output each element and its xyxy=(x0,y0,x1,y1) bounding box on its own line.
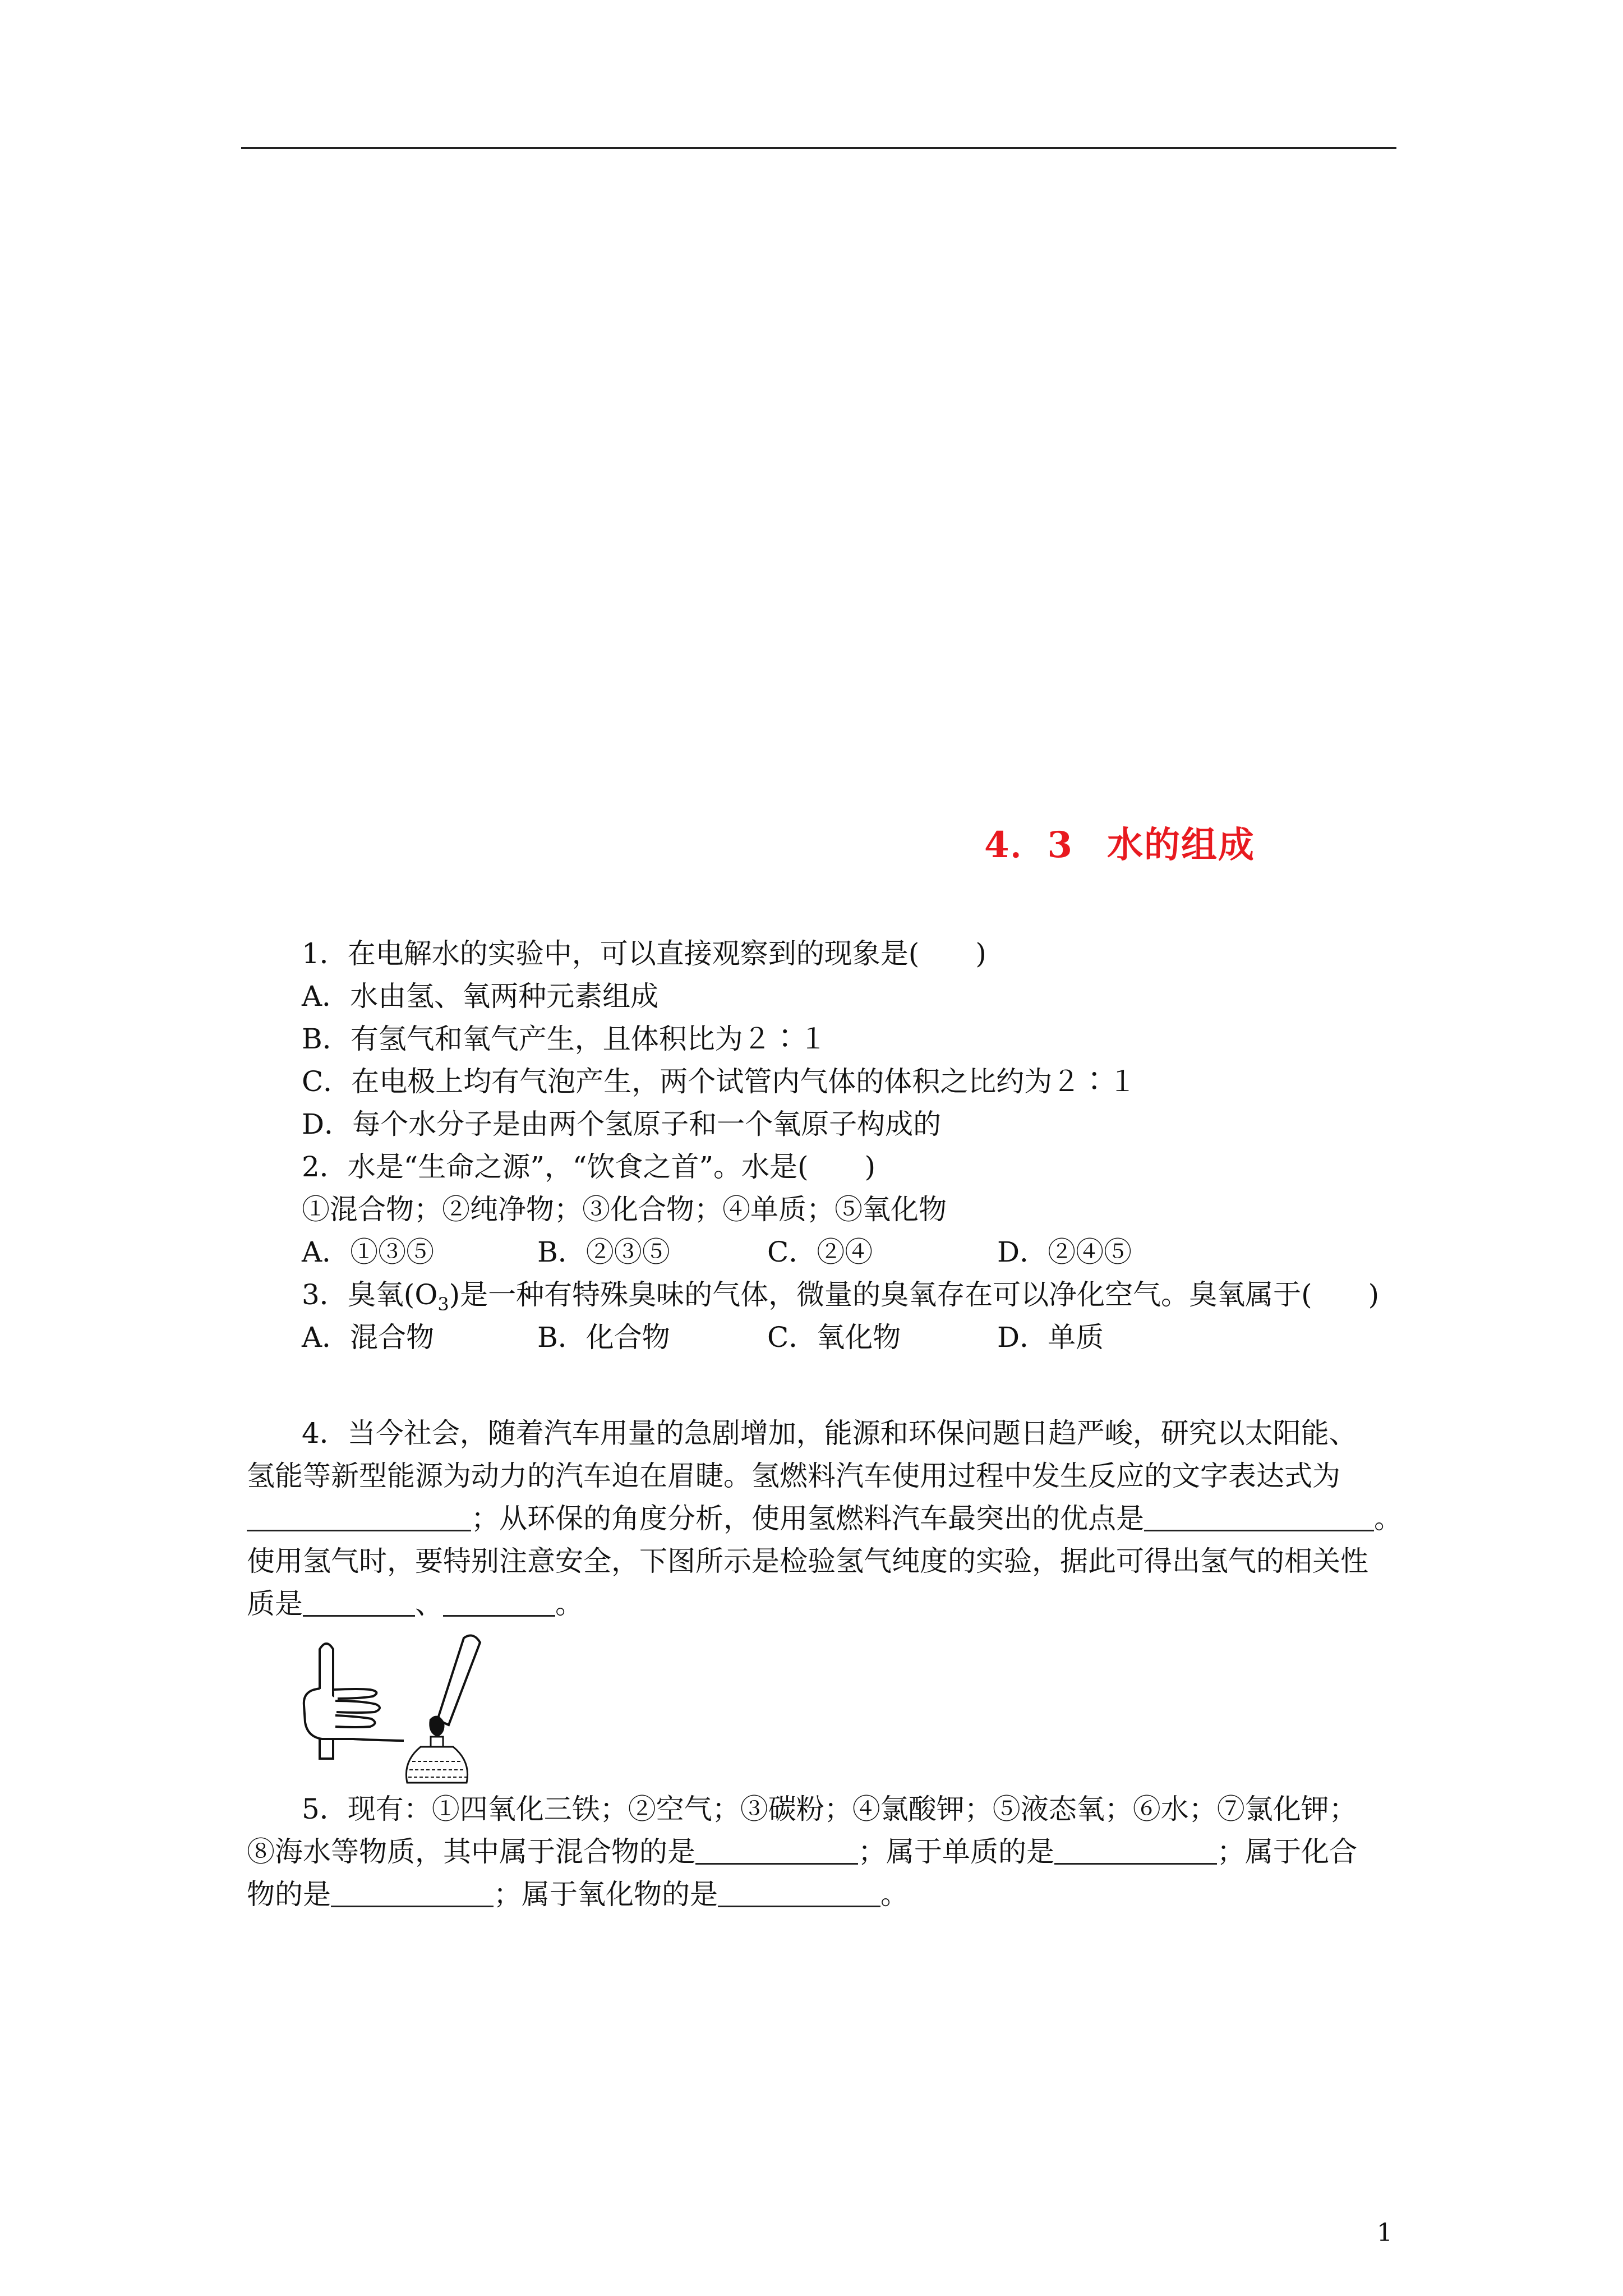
hand-icon xyxy=(304,1688,404,1741)
q3-stem xyxy=(302,1278,1379,1321)
q5-line-1: 5．现有：①四氧化三铁；②空气；③碳粉；④氯酸钾；⑤液态氧；⑥水；⑦氯化钾； xyxy=(302,1793,1357,1825)
q1-option-b: B．有氢气和氧气产生，且体积比为２∶１ xyxy=(302,1023,827,1055)
q5-blank-mixtures[interactable] xyxy=(695,1863,858,1865)
q5-line-2 xyxy=(247,1835,1357,1869)
q4-blank-expression[interactable] xyxy=(247,1530,471,1531)
q1-option-c: C．在电极上均有气泡产生，两个试管内气体的体积之比约为２∶１ xyxy=(302,1065,1137,1098)
inverted-test-tube-icon xyxy=(437,1636,480,1726)
q1-option-a: A．水由氢、氧两种元素组成 xyxy=(302,980,659,1013)
q5-line-3-start: 物的是 xyxy=(247,1878,331,1911)
q3-option-d: D．单质 xyxy=(997,1321,1104,1354)
q4-line-1: 4．当今社会，随着汽车用量的急剧增加，能源和环保问题日趋严峻，研究以太阳能、 xyxy=(302,1417,1357,1450)
q4-line-5-end: 。 xyxy=(555,1588,583,1620)
hydrogen-purity-test-figure xyxy=(297,1627,522,1795)
q4-line-2: 氢能等新型能源为动力的汽车迫在眉睫。氢燃料汽车使用过程中发生反应的文字表达式为 xyxy=(247,1460,1340,1492)
section-number: 4．3 xyxy=(984,824,1074,866)
q4-line-5-start: 质是 xyxy=(247,1588,303,1620)
q3-option-b: B．化合物 xyxy=(537,1321,670,1354)
q4-line-3 xyxy=(247,1502,1402,1535)
q4-line-3-end: 。 xyxy=(1374,1502,1402,1535)
q4-line-5-sep: 、 xyxy=(415,1588,443,1620)
q1-stem: 1．在电解水的实验中，可以直接观察到的现象是( ) xyxy=(302,937,986,970)
q5-line-2-end: ；属于化合 xyxy=(1217,1835,1357,1868)
q4-blank-property-1[interactable] xyxy=(303,1615,415,1617)
q5-blank-elements[interactable] xyxy=(1054,1863,1217,1865)
q2-option-c: C．②④ xyxy=(767,1236,873,1268)
q4-line-3-text: ；从环保的角度分析，使用氢燃料汽车最突出的优点是 xyxy=(471,1502,1144,1535)
q2-option-a: A．①③⑤ xyxy=(302,1236,435,1268)
q2-stem: 2．水是“生命之源”，“饮食之首”。水是( ) xyxy=(302,1151,876,1183)
q4-line-4: 使用氢气时，要特别注意安全，下图所示是检验氢气纯度的实验，据此可得出氢气的相关性 xyxy=(247,1545,1368,1577)
section-title xyxy=(984,816,1255,868)
q4-blank-advantage[interactable] xyxy=(1144,1530,1374,1531)
q1-option-d: D．每个水分子是由两个氢原子和一个氧原子构成的 xyxy=(302,1108,942,1140)
q4-line-5 xyxy=(247,1587,583,1621)
q4-blank-property-2[interactable] xyxy=(443,1615,555,1617)
q3-stem-end: )是一种有特殊臭味的气体，微量的臭氧存在可以净化空气。臭氧属于( ) xyxy=(449,1278,1380,1311)
q3-option-c: C．氧化物 xyxy=(767,1321,901,1354)
alcohol-lamp-icon xyxy=(406,1737,467,1783)
section-title-text: 水的组成 xyxy=(1107,824,1256,866)
q3-option-a: A．混合物 xyxy=(302,1321,435,1354)
q5-line-3 xyxy=(247,1878,909,1911)
q5-line-3-end: 。 xyxy=(880,1878,909,1911)
q3-stem-start: 3．臭氧(O xyxy=(302,1278,438,1311)
q3-subscript: 3 xyxy=(437,1294,449,1315)
q2-option-b: B．②③⑤ xyxy=(537,1236,670,1268)
q5-line-2-start: ⑧海水等物质，其中属于混合物的是 xyxy=(247,1835,695,1868)
q5-line-3-mid: ；属于氧化物的是 xyxy=(494,1878,718,1911)
q5-blank-oxides[interactable] xyxy=(718,1906,880,1907)
q5-blank-compounds[interactable] xyxy=(331,1906,494,1907)
q2-list: ①混合物；②纯净物；③化合物；④单质；⑤氧化物 xyxy=(302,1193,947,1226)
q2-option-d: D．②④⑤ xyxy=(997,1236,1132,1268)
page-number: 1 xyxy=(1377,2219,1393,2247)
q5-line-2-mid: ；属于单质的是 xyxy=(858,1835,1054,1868)
header-rule xyxy=(241,147,1396,149)
